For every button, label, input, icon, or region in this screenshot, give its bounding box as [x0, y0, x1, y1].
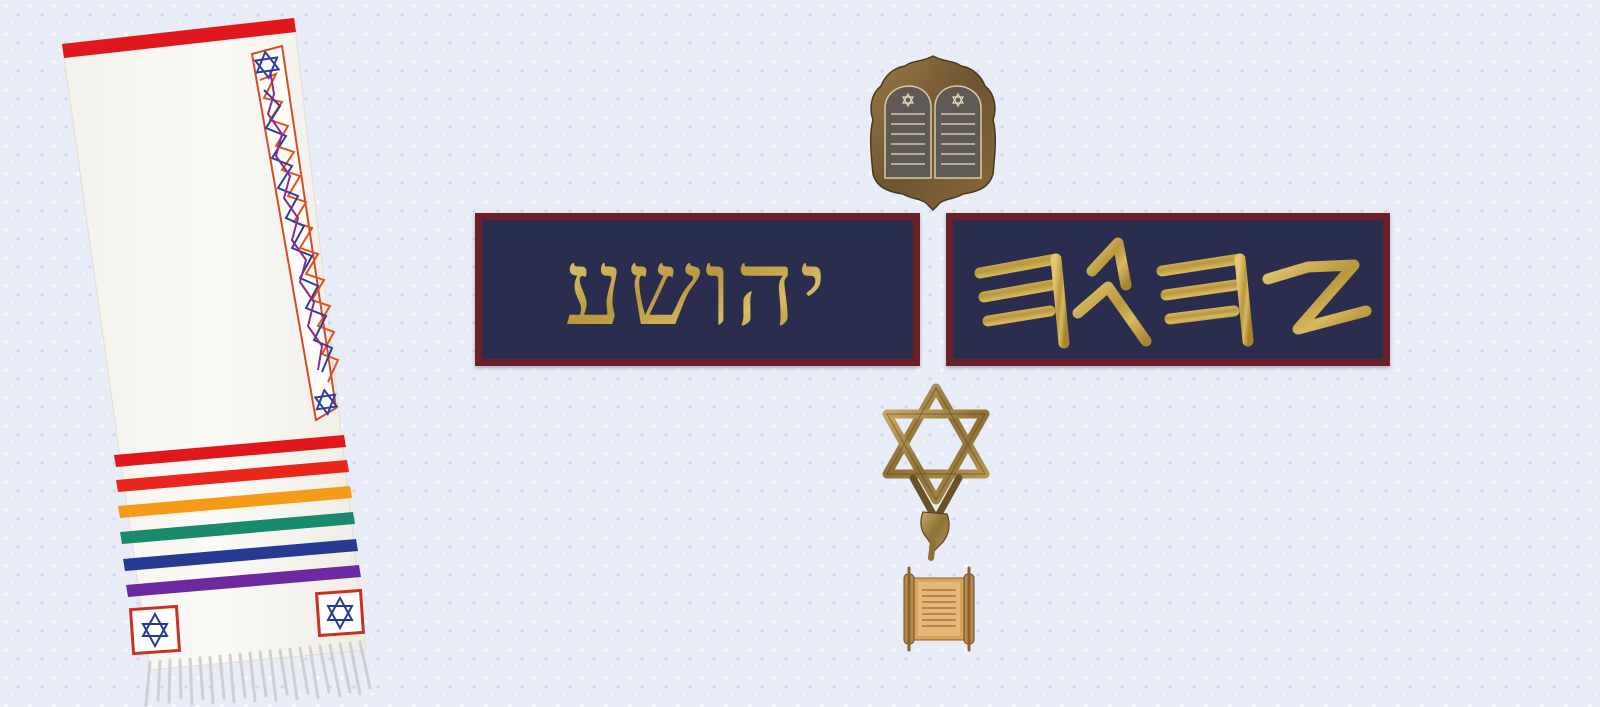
torah-scroll-icon	[896, 566, 982, 652]
hebrew-name-panel	[475, 213, 920, 366]
paleo-hebrew-name-icon	[958, 225, 1378, 355]
prayer-shawl-icon	[50, 10, 390, 707]
hebrew-name-text: יהושע	[564, 226, 831, 349]
shawl-corner-left	[131, 606, 180, 653]
ten-commandments-tablets-icon	[863, 50, 1003, 212]
paleo-hebrew-name-panel	[946, 213, 1390, 366]
star-of-david-icon	[877, 382, 995, 562]
shawl-corner-right	[317, 591, 364, 636]
